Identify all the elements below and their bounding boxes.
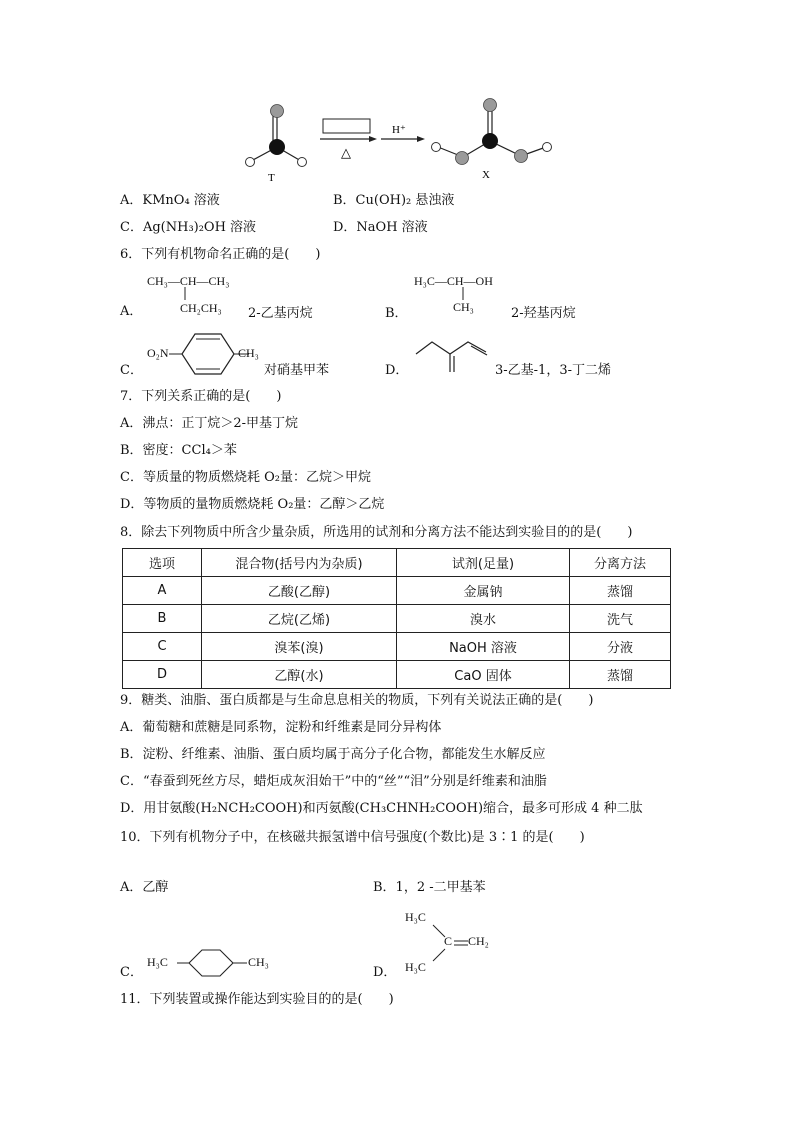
table-cell: A [123,577,202,605]
q6-b-label: B． [385,306,408,321]
x-label: X [482,169,490,181]
cyclohexane-ring-icon [175,944,255,984]
table-cell: 分液 [570,633,671,661]
table-cell: 乙酸(乙醇) [202,577,397,605]
q8-stem: 8．除去下列物质中所含少量杂质，所选用的试剂和分离方法不能达到实验目的的是( ) [120,525,633,540]
q10-d-center: C [444,934,453,948]
q7-option-a: A．沸点：正丁烷＞2-甲基丁烷 [120,416,299,431]
q10-d-label: D． [373,965,397,980]
reagent-blank-box [323,119,370,133]
diene-skeleton-icon [412,330,502,380]
q5-option-b: B．Cu(OH)₂ 悬浊液 [333,193,455,208]
hplus-label: H⁺ [392,124,406,136]
table-row [123,605,671,633]
table-cell: NaOH 溶液 [397,633,570,661]
table-cell: B [123,605,202,633]
isobutene-bonds-icon [425,915,475,975]
q6-c-right: CH₃ [238,346,259,360]
q6-d-name: 3-乙基-1，3-丁二烯 [495,363,611,378]
table-cell: CaO 固体 [397,661,570,689]
q6-stem: 6．下列有机物命名正确的是( ) [120,247,321,262]
q6-d-label: D． [385,363,409,378]
q6-a-label: A． [120,304,143,319]
delta-label: △ [341,145,351,160]
arrow-head-1 [369,136,377,142]
q9-option-a: A．葡萄糖和蔗糖是同系物，淀粉和纤维素是同分异构体 [120,720,442,735]
table-header: 选项 [123,549,202,577]
q7-option-d: D．等物质的量物质燃烧耗 O₂量：乙醇＞乙烷 [120,497,385,512]
table-cell: D [123,661,202,689]
q10-stem: 10．下列有机物分子中，在核磁共振氢谱中信号强度(个数比)是 3∶1 的是( ) [120,830,585,845]
q6-a-struct-top: CH₃—CH—CH₃ [147,274,230,288]
q6-b-struct-sub: CH₃ [453,300,474,314]
table-row [123,633,671,661]
q10-d-bottom: H₃C [405,960,426,974]
table-row [123,661,671,689]
q10-c-right: CH₃ [248,955,269,969]
q7-option-c: C．等质量的物质燃烧耗 O₂量：乙烷＞甲烷 [120,470,371,485]
table-row [123,577,671,605]
table-cell: 金属钠 [397,577,570,605]
table-cell: 溴水 [397,605,570,633]
q9-option-c: C．“春蚕到死丝方尽，蜡炬成灰泪始干”中的“丝”“泪”分别是纤维素和油脂 [120,774,547,789]
q6-c-left: O₂N [147,346,169,360]
table-cell: 蒸馏 [570,577,671,605]
q10-c-label: C． [120,965,143,980]
q10-option-a: A．乙醇 [120,880,169,895]
q9-option-b: B．淀粉、纤维素、油脂、蛋白质均属于高分子化合物，都能发生水解反应 [120,747,546,762]
table-cell: 乙醇(水) [202,661,397,689]
table-header-row [123,549,671,577]
q6-a-name: 2-乙基丙烷 [248,306,313,321]
molecule-x [432,99,552,165]
q7-option-b: B．密度：CCl₄＞苯 [120,443,237,458]
molecule-t [246,105,307,167]
table-header: 混合物(括号内为杂质) [202,549,397,577]
table-cell: C [123,633,202,661]
q5-option-a: A．KMnO₄ 溶液 [120,193,220,208]
q8-table [122,548,671,689]
q9-option-d: D．用甘氨酸(H₂NCH₂COOH)和丙氨酸(CH₃CHNH₂COOH)缩合，最多可形成 4 种二肽 [120,801,643,816]
q5-option-c: C．Ag(NH₃)₂OH 溶液 [120,220,257,235]
table-cell: 乙烷(乙烯) [202,605,397,633]
table-cell: 蒸馏 [570,661,671,689]
q6-a-struct-bottom: CH₂CH₃ [180,301,222,315]
q6-c-label: C． [120,363,143,378]
q5-option-d: D．NaOH 溶液 [333,220,428,235]
table-cell: 溴苯(溴) [202,633,397,661]
table-header: 分离方法 [570,549,671,577]
q10-c-left: H₃C [147,955,168,969]
table-header: 试剂(足量) [397,549,570,577]
q10-d-top: H₃C [405,910,426,924]
reaction-scheme [0,0,794,190]
q6-b-name: 2-羟基丙烷 [511,306,576,321]
q11-stem: 11．下列装置或操作能达到实验目的的是( ) [120,992,394,1007]
q6-c-name: 对硝基甲苯 [264,363,330,378]
q6-b-struct-main: H₃C—CH—OH [414,274,493,288]
q7-stem: 7．下列关系正确的是( ) [120,389,282,404]
arrow-head-2 [417,136,425,142]
q10-d-right: CH₂ [468,934,489,948]
t-label: T [268,172,275,184]
table-cell: 洗气 [570,605,671,633]
q9-stem: 9．糖类、油脂、蛋白质都是与生命息息相关的物质，下列有关说法正确的是( ) [120,693,594,708]
q10-option-b: B．1，2 -二甲基苯 [373,880,486,895]
